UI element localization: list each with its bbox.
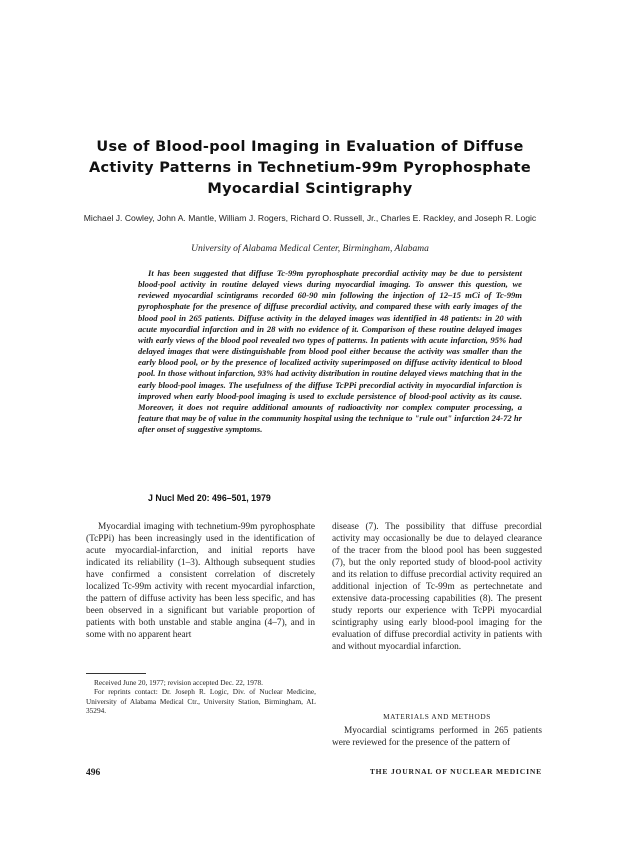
title-line-2: Activity Patterns in Technetium-99m Pyrophosphate (88, 160, 532, 176)
abstract: It has been suggested that diffuse Tc-99m pyrophosphate precordial activity may be due to persistent blood-pool activity in routine delayed views during myocardial imaging. To answer this question, we reviewed myocardial scintigrams recorded 60-90 min following the injection of 12–15 mCi of Tc-99m pyrophosphate for the presence of diffuse precordial activity, and compared these with early images of the blood pool in 265 patients. Diffuse activity in the delayed images was identified in 48 patients: in 20 with acute myocardial infarction and in 28 with no evidence of it. Comparison of these routine delayed images with early views of the blood pool revealed two types of patterns. In patients with acute infarction, 95% had delayed images that were distinguishable from blood pool either because the activity was smaller than the early blood pool, or by the presence of localized activity superimposed on diffuse activity identical to blood pool. In those without infarction, 93% had activity distribution in routine delayed views matching that in the early blood-pool images. The usefulness of the diffuse TcPPi precordial activity in myocardial infarction is improved when early blood-pool imaging is used to exclude persistence of blood-pool activity as its cause. Moreover, it does not require additional amounts of radioactivity nor complex computer processing, a feature that may be of value in the community hospital using the technique to "rule out" infarction 24-72 hr after onset of suggestive symptoms. (138, 268, 522, 435)
left-column (86, 521, 315, 641)
intro-continued-paragraph: disease (7). The possibility that diffuse precordial activity may occasionally be due to delayed clearance of the tracer from the blood pool has been suggested (7), but the only reported study of blood-pool activity and its relation to diffuse precordial activity required an additional injection of Tc-99m as pertechnetate and extensive data-processing capabilities (8). The present study reports our experience with TcPPi myocardial scintigraphy using early blood-pool imaging for the evaluation of diffuse precordial activity in patients with and without myocardial infarction. (332, 522, 542, 653)
intro-paragraph: Myocardial imaging with technetium-99m pyrophosphate (TcPPi) has been increasingly used in the identification of acute myocardial-infarction, and initial reports have indicated its reliability (1–3). Although subsequent studies have confirmed a consistent correlation of discretely localized Tc-99m activity with recent myocardial infarction, the pattern of diffuse activity has been less specific, and has been observed in a significant but variable proportion of patients with both unstable and stable angina (4–7), and in some with no apparent heart (86, 522, 315, 641)
section-heading: MATERIALS AND METHODS (383, 712, 491, 721)
author-list: Michael J. Cowley, John A. Mantle, William J. Rogers, Richard O. Russell, Jr., Charles E. Rackley, and Joseph R. Logic (83, 213, 537, 223)
footnote-received: Received June 20, 1977; revision accepted Dec. 22, 1978. (94, 678, 263, 687)
methods-paragraph: Myocardial scintigrams performed in 265 patients were reviewed for the presence of the pattern of (332, 726, 542, 749)
footnotes (86, 678, 316, 715)
right-column (332, 521, 542, 654)
footnote-rule (86, 673, 146, 674)
methods-text (332, 725, 542, 749)
title-line-3: Myocardial Scintigraphy (207, 181, 413, 197)
page-number: 496 (86, 768, 101, 778)
affiliation: University of Alabama Medical Center, Birmingham, Alabama (191, 244, 429, 254)
footnote-reprints: For reprints contact: Dr. Joseph R. Logic, Div. of Nuclear Medicine, University of Alabama Medical Ctr., University Station, Birmingham, AL 35294. (86, 687, 316, 715)
journal-footer: THE JOURNAL OF NUCLEAR MEDICINE (369, 767, 542, 776)
citation: J Nucl Med 20: 496–501, 1979 (148, 493, 271, 503)
title-line-1: Use of Blood-pool Imaging in Evaluation of Diffuse (96, 139, 524, 155)
